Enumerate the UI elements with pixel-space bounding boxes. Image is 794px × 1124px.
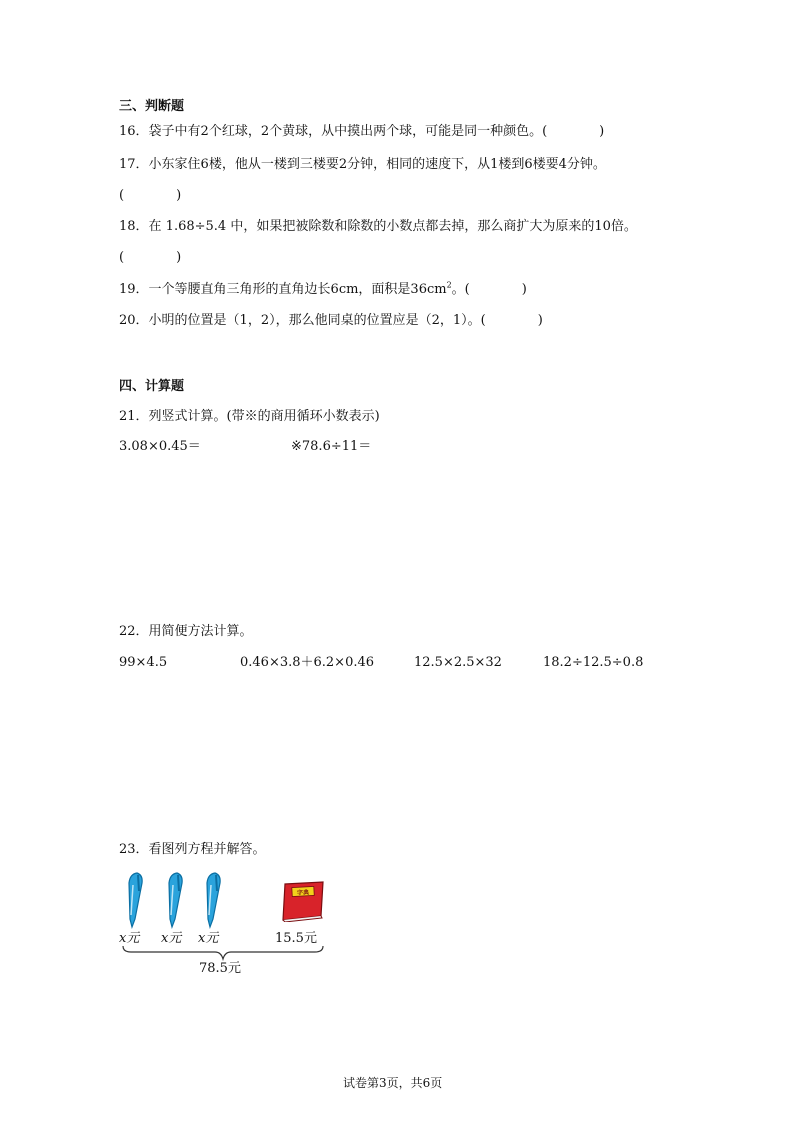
section-heading-judgement: 三、判断题: [119, 99, 185, 114]
question-22-item-3: 12.5×2.5×32: [414, 655, 502, 670]
question-18-close-paren: ): [176, 250, 182, 265]
question-19-text: 19．一个等腰直角三角形的直角边长6cm，面积是36cm: [119, 282, 447, 297]
question-22-item-4: 18.2÷12.5÷0.8: [543, 655, 644, 670]
total-price-label: 78.5元: [199, 961, 241, 976]
question-16: [119, 124, 604, 140]
question-19: [119, 282, 527, 298]
question-16-text: 16．袋子中有2个红球，2个黄球，从中摸出两个球，可能是同一种颜色。(: [119, 124, 548, 139]
question-21-item-2: ※78.6÷11＝: [291, 439, 372, 454]
question-22-text: 22．用简便方法计算。: [119, 624, 253, 639]
question-17-text: 17．小东家住6楼，他从一楼到三楼要2分钟，相同的速度下，从1楼到6楼要4分钟。: [119, 157, 606, 172]
question-16-close-paren: ): [599, 124, 605, 139]
pen-icon-3: [201, 871, 223, 929]
question-18-answer: [119, 250, 181, 266]
pen-icon-2: [163, 871, 185, 929]
pen-price-label-3: x元: [198, 931, 219, 946]
book-cover-title: 字典: [296, 889, 310, 897]
question-18-open-paren: (: [119, 250, 125, 265]
section-heading-calculation: 四、计算题: [119, 379, 185, 394]
page-footer: 试卷第3页，共6页: [343, 1076, 443, 1090]
question-17-close-paren: ): [176, 188, 182, 203]
question-19-superscript: 2: [446, 280, 452, 290]
question-17-open-paren: (: [119, 188, 125, 203]
question-23-text: 23．看图列方程并解答。: [119, 842, 266, 857]
question-22-item-2: 0.46×3.8＋6.2×0.46: [240, 655, 375, 670]
question-21-item-1: 3.08×0.45＝: [119, 439, 201, 454]
pen-price-label-1: x元: [119, 931, 140, 946]
pen-icon-1: [123, 871, 145, 929]
book-price-label: 15.5元: [275, 931, 317, 946]
question-18-text: 18．在 1.68÷5.4 中，如果把被除数和除数的小数点都去掉，那么商扩大为原来的10倍。: [119, 219, 637, 234]
question-20-close-paren: ): [537, 313, 543, 328]
question-19-close-paren: ): [521, 282, 527, 297]
question-22-item-1: 99×4.5: [119, 655, 168, 670]
question-20-text: 20．小明的位置是（1，2），那么他同桌的位置应是（2，1）。(: [119, 313, 486, 328]
question-19-after: 。(: [451, 282, 470, 297]
question-21-text: 21．列竖式计算。(带※的商用循环小数表示): [119, 409, 380, 424]
pen-price-label-2: x元: [161, 931, 182, 946]
dictionary-book-icon: [279, 880, 327, 922]
question-20: [119, 313, 543, 329]
question-17-answer: [119, 188, 181, 204]
